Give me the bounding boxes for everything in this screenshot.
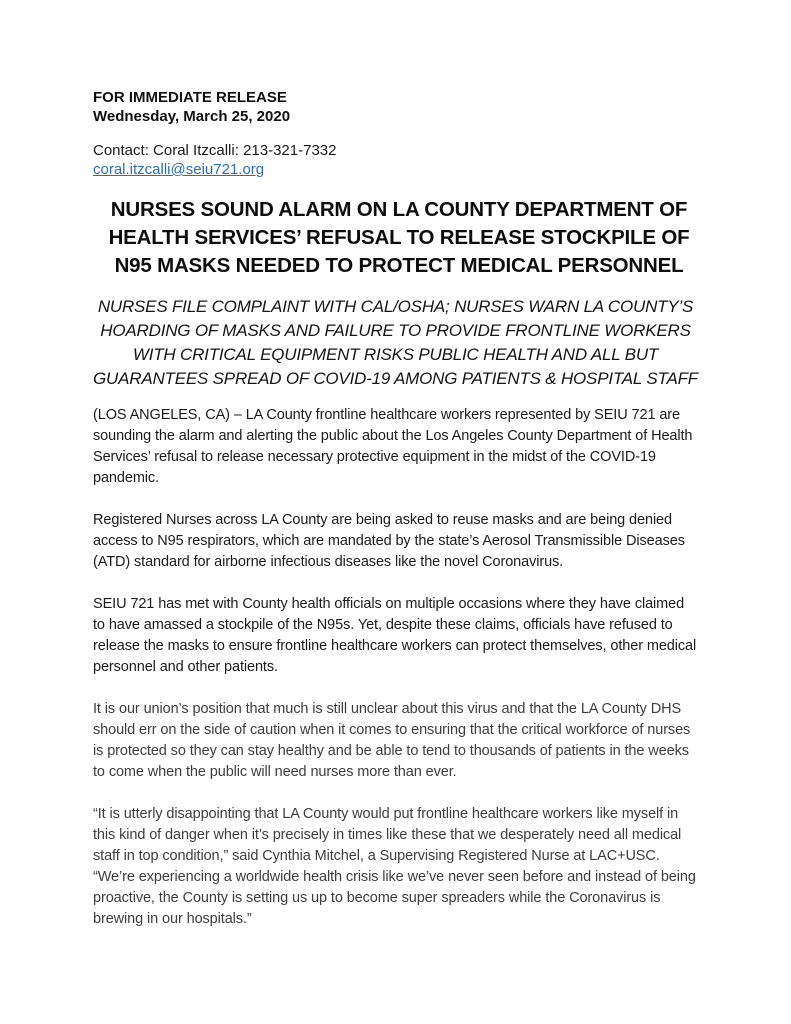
subheadline: NURSES FILE COMPLAINT WITH CAL/OSHA; NURSES WARN LA COUNTY’S HOARDING OF MASKS AND FAILURE TO PROVIDE FRONTLINE WORKERS WITH CRITICAL EQUIPMENT RISKS PUBLIC HEALTH AND ALL BUT GUARANTEES SPREAD OF COVID-19 AMONG PATIENTS & HOSPITAL STAFF xyxy=(93,297,698,388)
contact-email-link[interactable]: coral.itzcalli@seiu721.org xyxy=(93,161,265,178)
body-paragraph-3: SEIU 721 has met with County health officials on multiple occasions where they have claimed to have amassed a stockpile of the N95s. Yet, despite these claims, officials have refused to release the masks to ensure frontline healthcare workers can protect themselves, other medical personnel and other patients. xyxy=(93,596,697,675)
press-release-body xyxy=(93,405,698,930)
body-paragraph-2: Registered Nurses across LA County are being asked to reuse masks and are being denied access to N95 respirators, which are mandated by the state’s Aerosol Transmissible Diseases (ATD) standard for airborne infectious diseases like the novel Coronavirus. xyxy=(93,512,685,570)
headline: NURSES SOUND ALARM ON LA COUNTY DEPARTMENT OF HEALTH SERVICES’ REFUSAL TO RELEASE STOCKPILE OF N95 MASKS NEEDED TO PROTECT MEDICAL PERSONNEL xyxy=(108,198,690,277)
release-date: Wednesday, March 25, 2020 xyxy=(93,108,291,125)
contact-email-line xyxy=(93,160,698,179)
body-paragraph-4: It is our union’s position that much is still unclear about this virus and that the LA County DHS should err on the side of caution when it comes to ensuring that the critical workforce of nurses is protected so they can stay healthy and be able to tend to thousands of patients in the weeks to come when the public will need nurses more than ever. xyxy=(93,701,691,780)
release-tag: FOR IMMEDIATE RELEASE xyxy=(93,89,287,106)
body-paragraph-1: (LOS ANGELES, CA) – LA County frontline healthcare workers represented by SEIU 721 are sounding the alarm and alerting the public about the Los Angeles County Department of Health Services’ refusal to release necessary protective equipment in the midst of the COVID-19 pandemic. xyxy=(93,407,693,486)
contact-line: Contact: Coral Itzcalli: 213-321-7332 xyxy=(93,142,337,159)
body-paragraph-5: “It is utterly disappointing that LA County would put frontline healthcare workers like myself in this kind of danger when it’s precisely in times like these that we desperately need all medical staff in top condition,” said Cynthia Mitchel, a Supervising Registered Nurse at LAC+USC. “We’re experiencing a worldwide health crisis like we’ve never seen before and instead of being proactive, the County is setting us up to become super spreaders while the Coronavirus is brewing in our hospitals.” xyxy=(93,806,696,927)
